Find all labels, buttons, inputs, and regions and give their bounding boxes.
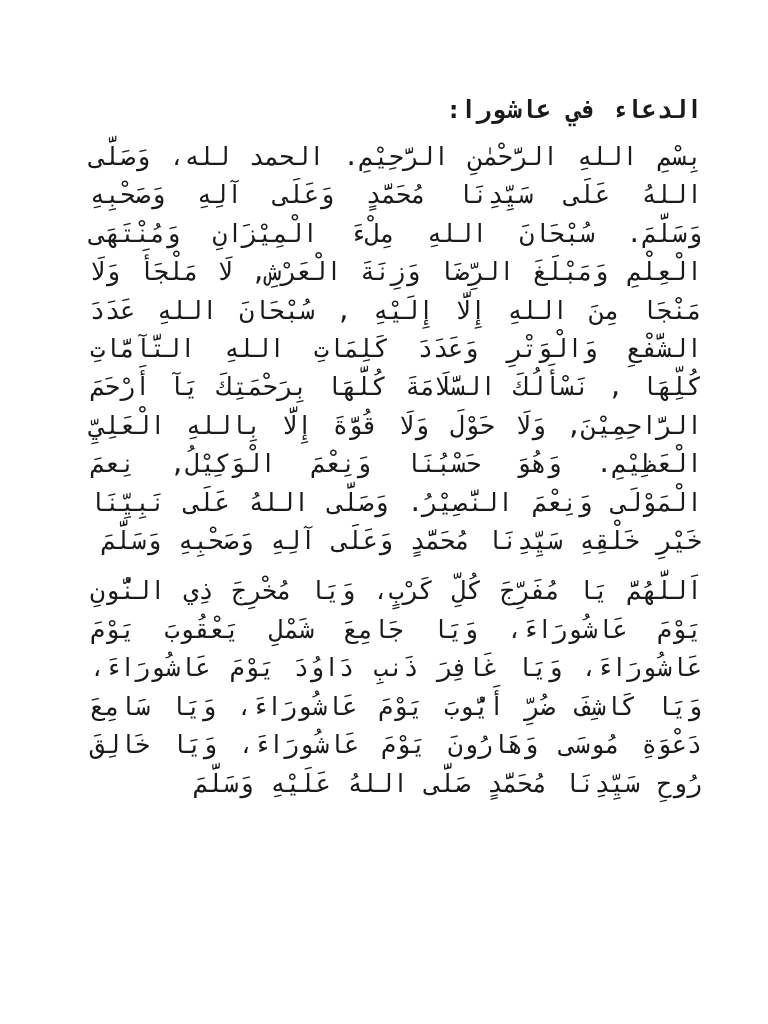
paragraph-opening-prayer: بِسْمِ اللهِ الرَّحْمٰنِ الرَّحِيْمِ. الحمد لله، وَصَلَّى اللهُ عَلَى سَيِّدِنَا مُحَمَّدٍ وَعَلَى آلِهِ وَصَحْبِهِ وَسَلَّمَ. سُبْحَانَ اللهِ مِلْءَ الْمِيْزَانِ وَمُنْتَهَى الْعِلْمِ وَمَبْلَغَ الرِّضَا وَزِنَةَ الْعَرْشِ, لَا مَلْجَأَ وَلَا مَنْجَا مِنَ اللهِ إِلَّا إِلَيْهِ , سُبْحَانَ اللهِ عَدَدَ الشَّفْعِ وَالْوَتْرِ وَعَدَدَ كَلِمَاتِ اللهِ التَّآمَّاتِ كُلِّهَا , نَسْأَلُكَ السَّلَامَةَ كُلَّهَا بِرَحْمَتِكَ يَآ أَرْحَمَ الرَّاحِمِيْنَ, وَلَا حَوْلَ وَلَا قُوَّةَ إِلَّا بِاللهِ الْعَلِيِّ الْعَظِيْمِ. وَهُوَ حَسْبُنَا وَنِعْمَ الْوَكِيْلُ, نِعمَ الْمَوْلَى وَنِعْمَ النَّصِيْرُ. وَصَلَّى اللهُ عَلَى نَبِيِّنَا خَيْرِ خَلْقِهِ سَيِّدِنَا مُحَمَّدٍ وَعَلَى آلِهِ وَصَحْبِهِ وَسَلَّمَ (90, 142, 702, 556)
document-title: الدعاء في عاشورا: (446, 95, 702, 124)
paragraph-ashura-supplication: اَللَّهُمَّ يَا مُفَرِّجَ كُلِّ كَرْبٍ، وَيَا مُخْرِجَ ذِي النُّونِ يَوْمَ عَاشُورَاءَ، وَيَا جَامِعَ شَمْلِ يَعْقُوبَ يَوْمَ عَاشُورَاءَ، وَيَا غَافِرَ ذَنبِ دَاوُدَ يَوْمَ عَاشُورَاءَ، وَيَا كَاشِفَ ضُرِّ أَيُّوبَ يَوْمَ عَاشُورَاءَ، وَيَا سَامِعَ دَعْوَةِ مُوسَى وَهَارُونَ يَوْمَ عَاشُورَاءَ، وَيَا خَالِقَ رُوحِ سَيِّدِنَا مُحَمَّدٍ صَلَّى اللهُ عَلَيْهِ وَسَلَّمَ (90, 576, 702, 798)
document-page (90, 88, 702, 988)
